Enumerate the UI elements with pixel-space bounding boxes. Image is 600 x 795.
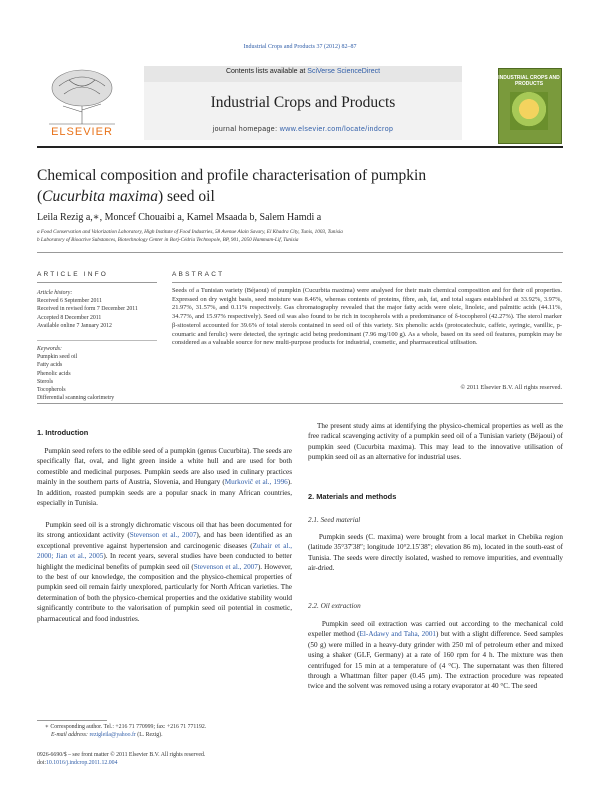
footnotes	[37, 723, 292, 739]
journal-title: Industrial Crops and Products	[210, 94, 396, 111]
intro-paragraph-3: The present study aims at identifying the physico-chemical properties as well as the free radical scavenging activity of a pumpkin seed oil of a Tunisian variety (Béjaoui) of pumpkin seed (Cucurbita maxima). This may lead to the innovative utilisation of pumpkin seed oil as an alternative for industrial uses.	[308, 422, 564, 462]
abstract-rule	[172, 282, 562, 283]
intro-heading: 1. Introduction	[37, 428, 89, 437]
affiliation-b: b Laboratory of Bioactive Substances, Biotechnology Center in Borj-Cédria Technopole, BP, 901, 2050 Hammam-Lif, Tunisia	[37, 237, 299, 243]
title-line-1: Chemical composition and profile characterisation of pumpkin	[37, 167, 427, 184]
abstract-label: ABSTRACT	[172, 271, 225, 278]
seed-material-text: Pumpkin seeds (C. maxima) were brought from a local market in Chebika region (latitude 35°37′38″; longitude 10°2.15′38″; elevation 86 m), located in the south-east of Tunisia. The seeds were directly isolated, washed to remove impurities, and eventually air-dried.	[308, 533, 563, 573]
seed-material-heading: 2.1. Seed material	[308, 516, 361, 524]
article-title	[37, 165, 563, 207]
affiliation-a: a Food Conservation and Valorization Laboratory, High Institute of Food Industries, 58 Avenue Alain Savary, El Khadra City, Tunis, 1003, Tunisia	[37, 229, 343, 235]
article-info-rule	[37, 282, 157, 283]
keyword-item: Differential scanning calorimetry	[37, 395, 115, 402]
abstract-bottom-rule	[37, 403, 563, 404]
cover-image	[510, 92, 548, 130]
oil-extraction-text: Pumpkin seed oil extraction was carried out according to the mechanical cold expeller method (El-Adawy and Taha, 2001) but with a slight difference. Seed samples (50 g) were milled in a heavy-duty grinder with 250 ml of petroleum ether and mixed using a shaker (GLF, Germany) at a rate of 160 rpm for 4 h. The mixture was then centrifuged for 15 min at a temperature of (4 °C). The supernatant was then filtered through a Whattman filter paper (0.45 μm). The extraction procedure was repeated twice and the solvent was removed using a rotary evaporator at 40 °C. The seed	[308, 620, 564, 691]
email-link[interactable]: rezigleila@yahoo.fr	[89, 732, 136, 738]
homepage-link[interactable]: www.elsevier.com/locate/indcrop	[279, 126, 394, 133]
abstract-copyright: © 2011 Elsevier B.V. All rights reserved.	[460, 384, 562, 391]
affiliation-rule	[37, 252, 563, 253]
issn-line: 0926-6690/$ – see front matter © 2011 Elsevier B.V. All rights reserved.	[37, 752, 206, 758]
citation-link[interactable]: Murkovič et al., 1996	[224, 478, 288, 487]
header-rule	[37, 146, 563, 148]
citation-link[interactable]: El-Adawy and Taha, 2001	[359, 630, 437, 639]
cover-title: INDUSTRIAL CROPS AND PRODUCTS	[498, 75, 560, 87]
author-list: Leila Rezig a,∗, Moncef Chouaibi a, Kamel Msaada b, Salem Hamdi a	[37, 212, 322, 223]
sciencedirect-link[interactable]: SciVerse ScienceDirect	[307, 68, 381, 75]
article-info-label: ARTICLE INFO	[37, 271, 109, 278]
keyword-item: Fatty acids	[37, 362, 63, 369]
email-line: E-mail address: rezigleila@yahoo.fr (L. Rezig).	[51, 732, 163, 738]
methods-heading: 2. Materials and methods	[308, 492, 397, 501]
journal-homepage	[144, 126, 462, 133]
elsevier-tree-logo	[39, 66, 125, 126]
homepage-prefix: journal homepage:	[212, 126, 280, 133]
front-matter	[37, 751, 337, 767]
keyword-item: Pumpkin seed oil	[37, 354, 78, 361]
contents-prefix: Contents lists available at	[225, 68, 308, 75]
journal-citation[interactable]: Industrial Crops and Products 37 (2012) 82–87	[243, 44, 357, 50]
keyword-item: Tocopherols	[37, 387, 66, 394]
keywords	[37, 345, 167, 402]
citation-link[interactable]: Stevenson et al., 2007	[129, 531, 197, 540]
abstract-text: Seeds of a Tunisian variety (Béjaoui) of pumpkin (Cucurbita maxima) were analysed for their main chemical composition and for their oil properties. Expressed on dry weight basis, seed moisture was 8.46%, whereas contents of proteins, fibre, ash, fat, and total sugars established at 33.92%, 3.97%, 21.97%, 31.57%, and 0.11% respectively. Gas chromatography revealed that the major fatty acids were oleic, linoleic, and palmitic acids (44.11%, 34.77%, and 15.97% respectively). Seed oil was also found to be rich in tocopherols with a predominance of δ-tocopherol (42.27%). The sterol marker β-sitosterol accounted for 39.6% of total sterols contained in seed oil of this variety. Six phenolic acids (protocatechuic, caffeic, syringic, vanillic, p-coumaric and ferulic) were detected, the syringic acid being predominant (7.96 mg/100 g). As a whole, based on its seed oil features, pumpkin may be considered as a valuable source for new multi-purpose products for industrial, cosmetic, and pharmaceutical utilisation.	[172, 287, 562, 347]
citation-link[interactable]: Zuhair et al., 2000; Jian et al., 2005	[37, 541, 292, 561]
oil-extraction-heading: 2.2. Oil extraction	[308, 602, 361, 610]
intro-paragraph-2: Pumpkin seed oil is a strongly dichromatic viscous oil that has been documented for its strong antioxidant activity (Stevenson et al., 2007), and has been identified as an exceptional preventive against hypertension and carcinogenic diseases (Zuhair et al., 2000; Jian et al., 2005). In recent years, several studies have been conducted to better highlight the medicinal benefits of pumpkin seed oil (Stevenson et al., 2007). However, to the best of our knowledge, the composition and the physico-chemical properties of pumpkin seed oil remain fairly unexplored, particularly for North African varieties. The determination of both the physico-chemical properties and the oxidative stability would significantly contribute to the valorisation of pumpkin seed oil potential in cosmetic, pharmaceutical and food industries.	[37, 521, 293, 623]
history-received: Received 6 September 2011	[37, 298, 102, 305]
keyword-item: Phenolic acids	[37, 370, 71, 377]
contents-line	[144, 68, 462, 75]
publisher-name: ELSEVIER	[51, 126, 113, 138]
corresponding-author: ∗ Corresponding author. Tel.: +216 71 770999; fax: +216 71 771192.	[45, 724, 207, 730]
article-history	[37, 289, 167, 330]
keywords-rule	[37, 340, 157, 341]
footnote-rule	[37, 720, 107, 721]
doi-link[interactable]: 10.1016/j.indcrop.2011.12.004	[46, 760, 118, 766]
history-label: Article history:	[37, 290, 73, 296]
title-line-2: (Cucurbita maxima) seed oil	[37, 188, 215, 205]
keywords-label: Keywords:	[37, 346, 62, 352]
keyword-item: Sterols	[37, 378, 54, 385]
history-revised: Received in revised form 7 December 2011	[37, 306, 138, 313]
intro-paragraph-1: Pumpkin seed refers to the edible seed of a pumpkin (genus Cucurbita). The seeds are specifically flat, oval, and light green inside a white hull and are used for both comestible and medicinal purposes. Pumpkin seeds are also used in culinary practices mainly in the southern parts of Austria, Slovenia, and Hungary (Murkovič et al., 1996). In addition, roasted pumpkin seeds are a popular snack in many African countries, especially in Tunisia.	[37, 447, 293, 508]
doi-line: doi:10.1016/j.indcrop.2011.12.004	[37, 760, 118, 766]
history-online: Available online 7 January 2012	[37, 322, 112, 329]
history-accepted: Accepted 8 December 2011	[37, 314, 102, 321]
citation-link[interactable]: Stevenson et al., 2007	[193, 562, 258, 571]
